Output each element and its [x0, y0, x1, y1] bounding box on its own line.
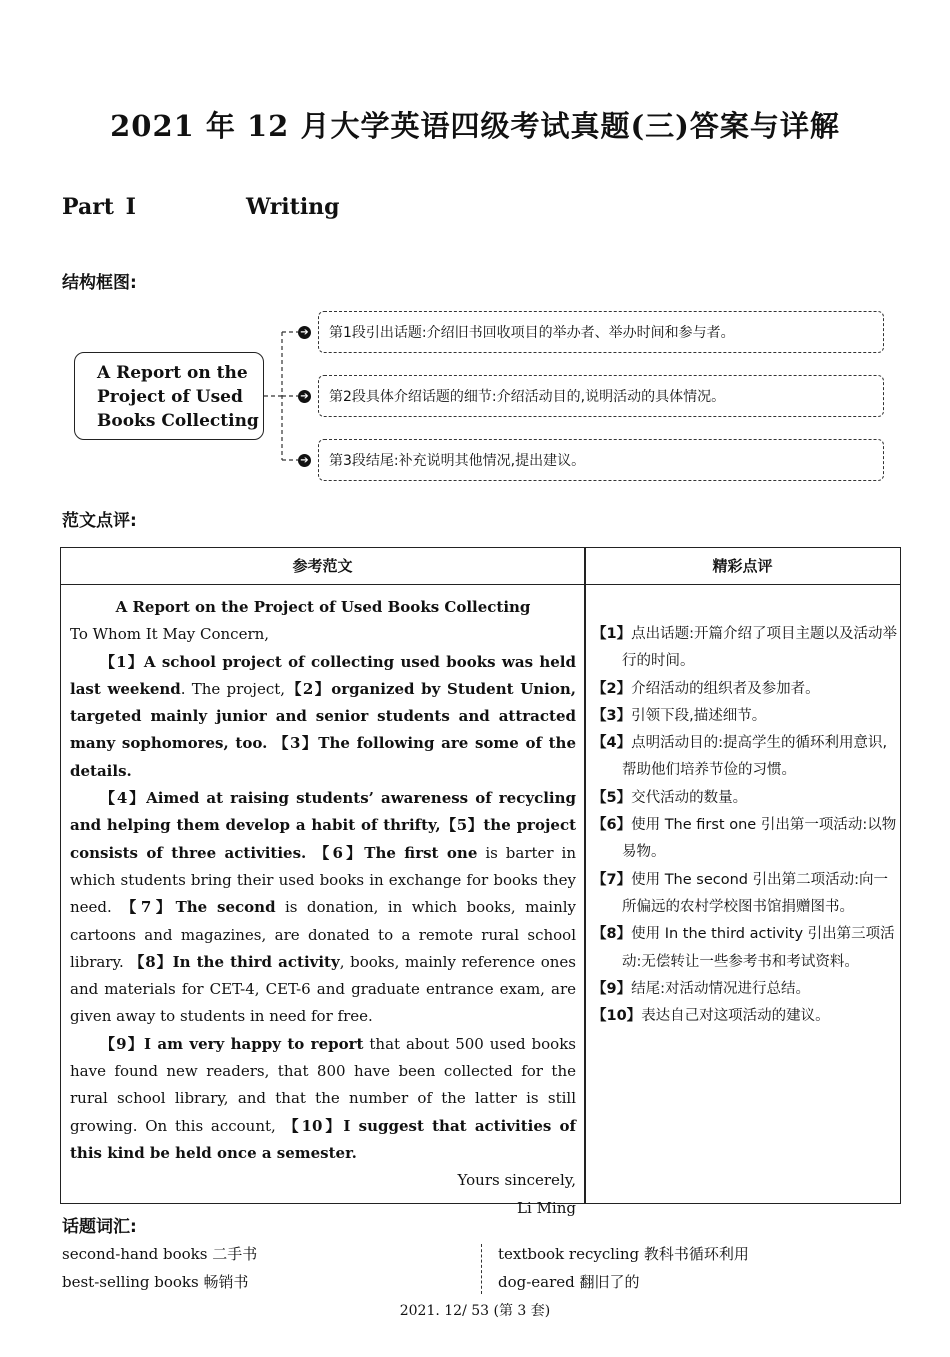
comment-item	[592, 976, 897, 1003]
page-footer: 2021. 12/ 53 (第 3 套)	[399, 1303, 551, 1319]
marker: 【1】	[100, 652, 144, 671]
essay-signature: Li Ming	[517, 1198, 576, 1217]
highlight: A school project of collecting used books was held last weekend	[70, 652, 576, 698]
essay-paragraph-3	[70, 1031, 576, 1167]
essay-title: A Report on the Project of Used Books Collecting	[115, 598, 531, 616]
comment-number: 【3】	[592, 707, 632, 724]
text: is barter in which students bring their used books in exchange for books they need.	[70, 843, 577, 917]
vocabulary-label: 话题词汇:	[62, 1217, 137, 1237]
marker: 【7】	[121, 898, 176, 917]
comment-text: 使用 The second 引出第二项活动:向一所偏远的农村学校图书馆捐赠图书。	[622, 871, 888, 915]
branch-text: 第3段结尾:补充说明其他情况,提出建议。	[329, 453, 586, 469]
marker: 【5】	[440, 816, 484, 835]
highlight: I suggest that activities of this kind be held once a semester.	[70, 1116, 576, 1162]
comment-item	[592, 676, 897, 703]
review-label: 范文点评:	[62, 511, 137, 531]
comment-item	[592, 730, 897, 785]
comment-text: 引领下段,描述细节。	[631, 707, 767, 724]
page-title: 2021 年 12 月大学英语四级考试真题(三)答案与详解	[110, 109, 840, 143]
comment-item	[592, 785, 897, 812]
structure-label: 结构框图:	[62, 273, 137, 293]
part-label: Part	[62, 194, 114, 220]
comment-item	[592, 703, 897, 730]
highlight: The second	[175, 898, 276, 917]
vocab-item: dog-eared 翻旧了的	[498, 1273, 640, 1291]
vocabulary-right	[498, 1240, 749, 1296]
essay-paragraph-2	[70, 785, 576, 1031]
marker: 【3】	[273, 734, 319, 753]
diagram-root-box	[74, 352, 264, 440]
comment-number: 【8】	[592, 926, 632, 943]
root-line: Books Collecting	[97, 411, 259, 431]
sample-essay	[70, 594, 576, 1222]
comment-item	[592, 621, 897, 676]
part-number: Ⅰ	[125, 194, 136, 220]
comment-number: 【9】	[592, 980, 632, 997]
comment-text: 介绍活动的组织者及参加者。	[631, 680, 820, 697]
header-sample-essay: 参考范文	[292, 557, 353, 575]
comment-number: 【7】	[592, 871, 632, 888]
column-divider	[584, 548, 586, 1203]
highlight: Aimed at raising students’ awareness of recycling and helping them develop a habit of thrifty,	[70, 789, 576, 835]
arrow-right-icon: ➔	[298, 454, 311, 467]
vocab-item: second-hand books 二手书	[62, 1245, 258, 1263]
comment-item	[592, 867, 897, 922]
part-heading	[62, 194, 340, 220]
arrow-right-icon: ➔	[298, 326, 311, 339]
branch-paragraph-1	[318, 311, 884, 353]
branch-text: 第2段具体介绍话题的细节:介绍活动目的,说明活动的具体情况。	[329, 389, 726, 405]
comment-number: 【5】	[592, 789, 632, 806]
marker: 【10】	[283, 1116, 344, 1135]
table-header-row	[61, 548, 900, 585]
branch-paragraph-2	[318, 375, 884, 417]
text: . The project,	[180, 679, 286, 698]
comment-text: 交代活动的数量。	[631, 789, 748, 806]
header-comments: 精彩点评	[712, 557, 773, 575]
marker: 【2】	[285, 679, 332, 698]
branch-text: 第1段引出话题:介绍旧书回收项目的举办者、举办时间和参与者。	[329, 325, 735, 341]
highlight: The following are some of the details.	[70, 734, 576, 780]
comment-text: 使用 In the third activity 引出第三项活动:无偿转让一些参考书和考试资料。	[622, 926, 895, 970]
comment-item	[592, 812, 897, 867]
comment-text: 点明活动目的:提高学生的循环利用意识,帮助他们培养节俭的习惯。	[622, 735, 888, 779]
part-name: Writing	[246, 194, 340, 220]
essay-paragraph-1	[70, 649, 576, 785]
comment-number: 【10】	[592, 1008, 642, 1025]
vocab-item: best-selling books 畅销书	[62, 1273, 249, 1291]
comment-number: 【4】	[592, 735, 632, 752]
marker: 【6】	[314, 843, 365, 862]
comment-number: 【1】	[592, 626, 632, 642]
comment-text: 点出话题:开篇介绍了项目主题以及活动举行的时间。	[622, 626, 897, 670]
essay-closing: Yours sincerely,	[457, 1171, 576, 1190]
comment-item	[592, 1003, 897, 1030]
marker: 【8】	[129, 952, 173, 971]
highlight: In the third activity	[172, 952, 340, 971]
text: is donation, in which books, mainly cartoons and magazines, are donated to a remote rural school library.	[70, 898, 576, 971]
marker: 【4】	[100, 789, 147, 808]
vocabulary-left	[62, 1240, 257, 1296]
vocab-item: textbook recycling 教科书循环利用	[498, 1245, 749, 1263]
branch-paragraph-3	[318, 439, 884, 481]
highlight: The first one	[364, 843, 478, 862]
comment-text: 使用 The first one 引出第一项活动:以物易物。	[622, 817, 897, 861]
arrow-right-icon: ➔	[298, 390, 311, 403]
comment-text: 结尾:对活动情况进行总结。	[631, 980, 810, 997]
marker: 【9】	[100, 1034, 144, 1053]
highlight: the project consists of three activities.	[70, 816, 577, 862]
essay-salutation: To Whom It May Concern,	[70, 625, 270, 644]
vocabulary-divider	[481, 1244, 482, 1294]
highlight: organized by Student Union, targeted mainly junior and senior students and attracted many sophomores, too.	[70, 679, 577, 753]
text: that about 500 used books have found new readers, that 800 have been collected for the rural school library, and that the number of the latter is still growing. On this account,	[70, 1034, 577, 1135]
text: , books, mainly reference ones and materials for CET-4, CET-6 and graduate entrance exam, are given away to students in need for free.	[70, 952, 576, 1026]
comment-list	[592, 621, 897, 1030]
review-table	[60, 547, 901, 1217]
root-line: A Report on the	[97, 363, 248, 383]
comment-item	[592, 921, 897, 976]
root-line: Project of Used	[97, 387, 243, 407]
comment-text: 表达自己对这项活动的建议。	[641, 1008, 830, 1025]
comment-number: 【2】	[592, 680, 632, 697]
highlight: I am very happy to report	[143, 1034, 364, 1053]
comment-number: 【6】	[592, 817, 632, 834]
